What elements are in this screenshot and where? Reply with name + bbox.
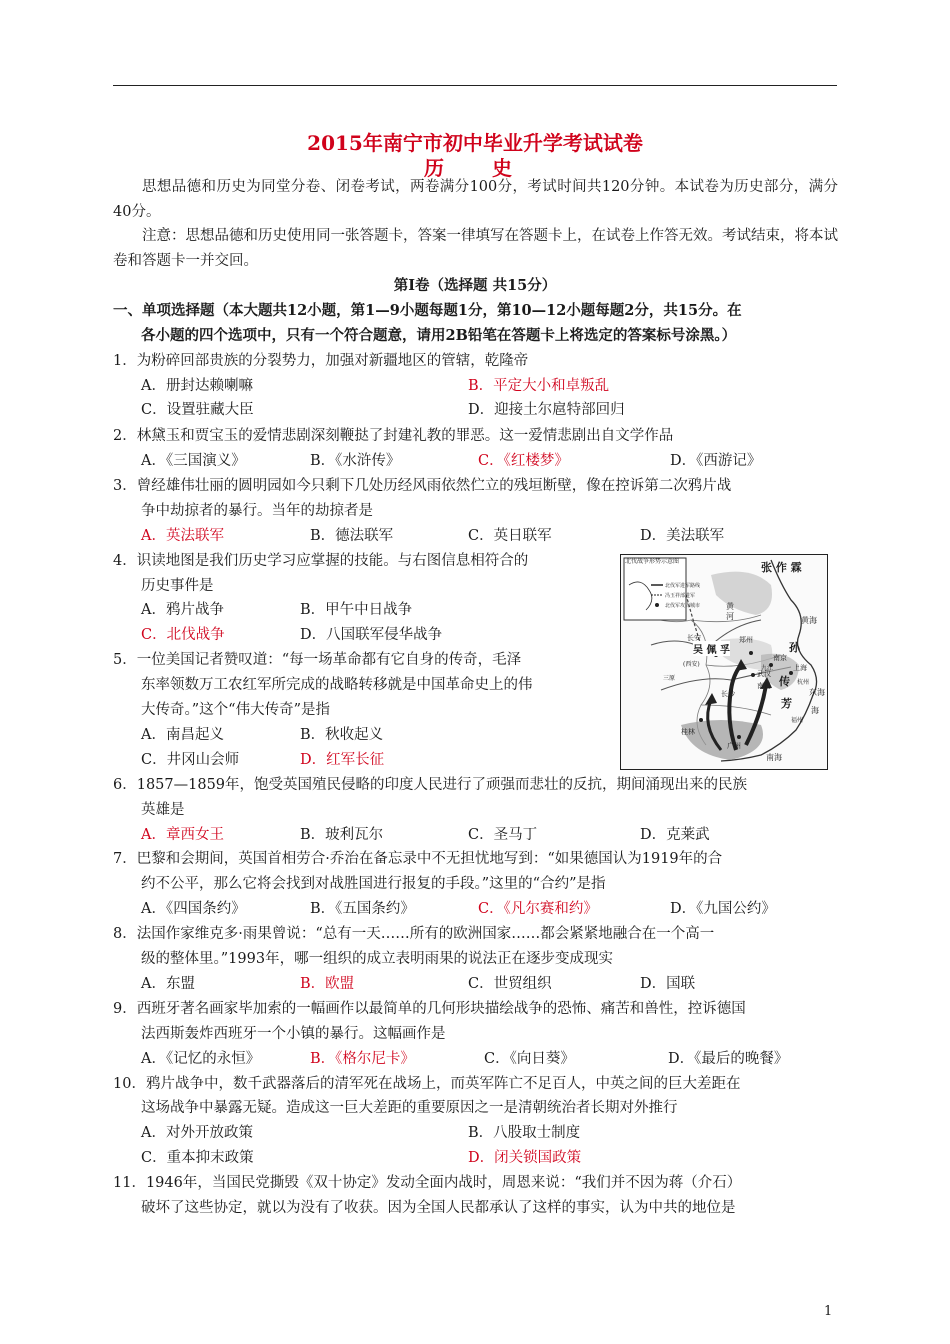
part-title-line2: 各小题的四个选项中，只有一个符合题意，请用2B铅笔在答题卡上将选定的答案标号涂黑。）	[141, 327, 737, 344]
map-legend-item-1: 北伐军进军路线	[665, 583, 701, 589]
q2-option-c: C．《红楼梦》	[478, 453, 569, 469]
q3-option-a: A．英法联军	[141, 528, 224, 544]
q8-option-d: D．国联	[640, 976, 696, 992]
map-label-donghai: 东海	[809, 688, 825, 697]
intro-paragraph: 思想品德和历史为同堂分卷、闭卷考试，两卷满分100分，考试时间共120分钟。本试卷为历史部分，满分40分。	[113, 179, 838, 220]
q11-stem-line1: 11．1946年，当国民党撕毁《双十协定》发动全面内战时，周恩来说：“我们并不因为蒋（介石）	[113, 1175, 742, 1191]
map-label-guangzhou: 广州	[727, 742, 741, 750]
q8-stem-line2: 级的整体里。”1993年，哪一组织的成立表明雨果的说法正在逐步变成现实	[141, 951, 614, 967]
header-rule	[113, 85, 837, 86]
q6-stem-line1: 6．1857—1859年，饱受英国殖民侵略的印度人民进行了顽强而悲壮的反抗，期间涌现出来的民族	[113, 777, 748, 793]
map-label-guilin: 桂林	[681, 728, 695, 736]
map-legend-item-2: 冯玉祥部进军	[665, 593, 696, 599]
q6-option-a: A．章西女王	[141, 827, 224, 843]
map-label-changsha: 长沙	[721, 690, 735, 698]
q4-option-d: D．八国联军侵华战争	[300, 627, 443, 643]
q6-stem-line2: 英雄是	[141, 802, 185, 818]
q8-stem-line1: 8．法国作家维克多·雨果曾说：“总有一天……所有的欧洲国家……都会紧紧地融合在一个高一	[113, 926, 715, 942]
q7-option-c: C．《凡尔赛和约》	[478, 901, 598, 917]
map-label-huanghai: 黄海	[801, 616, 817, 625]
q3-option-b: B．德法联军	[310, 528, 394, 544]
q4-stem-line2: 历史事件是	[141, 578, 214, 594]
q5-option-a: A．南昌起义	[141, 727, 224, 743]
q5-option-d: D．红军长征	[300, 752, 385, 768]
exam-subject: 历 史	[424, 156, 526, 180]
map-label-changan: 长安	[687, 634, 701, 642]
notice-paragraph: 注意：思想品德和历史使用同一张答题卡，答案一律填写在答题卡上，在试卷上作答无效。考试结束，将本试卷和答题卡一并交回。	[113, 228, 838, 269]
q10-option-d: D．闭关锁国政策	[468, 1150, 582, 1166]
q9-stem-line2: 法西斯轰炸西班牙一个小镇的暴行。这幅画作是	[141, 1026, 446, 1042]
exam-title: 2015年南宁市初中毕业升学考试试卷	[307, 131, 643, 155]
q5-stem-line1: 5．一位美国记者赞叹道：“每一场革命都有它自身的传奇，毛泽	[113, 652, 522, 668]
q7-option-b: B．《五国条约》	[310, 901, 415, 917]
map-label-wuhan: 武汉	[757, 670, 771, 678]
q5-stem-line2: 东率领数万工农红军所完成的战略转移就是中国革命史上的伟	[141, 677, 533, 693]
map-label-he: 河	[726, 612, 734, 621]
map-label-fuzhou: 福州	[791, 717, 804, 724]
map-drawing	[621, 555, 827, 769]
q4-option-a: A．鸦片战争	[141, 602, 224, 618]
map-label-wu: 吴 佩 孚	[693, 641, 730, 656]
q3-option-d: D．美法联军	[640, 528, 725, 544]
q1-option-b: B．平定大小和卓叛乱	[468, 378, 610, 394]
q3-option-c: C．英日联军	[468, 528, 552, 544]
map-label-hai: 海	[811, 706, 819, 715]
map-label-jiujiang: 九江	[761, 665, 774, 672]
q7-stem-line1: 7．巴黎和会期间，英国首相劳合·乔治在备忘录中不无担忧地写到：“如果德国认为1919年的合	[113, 851, 723, 867]
q6-option-b: B．玻利瓦尔	[300, 827, 384, 843]
q3-stem-line2: 争中劫掠者的暴行。当年的劫掠者是	[141, 503, 373, 519]
q3-stem-line1: 3．曾经雄伟壮丽的圆明园如今只剩下几处历经风雨依然伫立的残垣断壁，像在控诉第二次鸦片战	[113, 478, 732, 494]
q5-option-c: C．井冈山会师	[141, 752, 240, 768]
section-heading: 第Ⅰ卷（选择题 共15分）	[393, 277, 557, 294]
map-label-xian: (西安)	[683, 661, 700, 668]
q5-option-b: B．秋收起义	[300, 727, 384, 743]
q4-stem-line1: 4．识读地图是我们历史学习应掌握的技能。与右图信息相符合的	[113, 553, 529, 569]
map-label-nanhai: 南海	[766, 753, 782, 762]
q4-option-b: B．甲午中日战争	[300, 602, 413, 618]
q8-option-c: C．世贸组织	[468, 976, 552, 992]
q7-stem-line2: 约不公平，那么它将会找到对战胜国进行报复的手段。”这里的“合约”是指	[141, 876, 606, 892]
northern-expedition-map	[620, 554, 828, 770]
page-number: 1	[824, 1304, 833, 1319]
map-label-fang: 芳	[781, 697, 792, 710]
map-label-nanchang: 南昌	[757, 682, 771, 690]
q1-option-d: D．迎接土尔扈特部回归	[468, 402, 625, 418]
q10-stem-line1: 10．鸦片战争中，数千武器落后的清军死在战场上，而英军阵亡不足百人，中英之间的巨大差距在	[113, 1076, 741, 1092]
q2-option-b: B．《水浒传》	[310, 453, 401, 469]
q1-option-a: A．册封达赖喇嘛	[141, 378, 253, 394]
q8-option-a: A．东盟	[141, 976, 195, 992]
map-label-zhang: 张 作 霖	[761, 561, 802, 574]
q9-option-d: D．《最后的晚餐》	[668, 1051, 789, 1067]
q1-stem: 1．为粉碎回部贵族的分裂势力，加强对新疆地区的管辖，乾隆帝	[113, 353, 529, 369]
map-legend-title: 北伐战争形势示意图	[625, 558, 680, 565]
q5-stem-line3: 大传奇。”这个“伟大传奇”是指	[141, 702, 330, 718]
map-label-chuan: 传	[779, 675, 790, 688]
map-label-sun: 孙	[789, 641, 800, 654]
map-label-shanghai: 上海	[793, 664, 807, 672]
q10-stem-line2: 这场战争中暴露无疑。造成这一巨大差距的重要原因之一是清朝统治者长期对外推行	[141, 1100, 678, 1116]
q6-option-c: C．圣马丁	[468, 827, 538, 843]
q10-option-b: B．八股取士制度	[468, 1125, 581, 1141]
q2-option-d: D．《西游记》	[670, 453, 762, 469]
q2-option-a: A．《三国演义》	[141, 453, 246, 469]
map-legend-item-3: 北伐军攻占城市	[665, 603, 701, 609]
map-label-huanghe: 黄	[726, 602, 734, 611]
q9-option-b: B．《格尔尼卡》	[310, 1051, 415, 1067]
map-label-zhengzhou: 郑州	[739, 636, 753, 644]
q11-stem-line2: 破坏了这些协定，就以为没有了收获。因为全国人民都承认了这样的事实，认为中共的地位是	[141, 1200, 736, 1216]
part-title-line1: 一、单项选择题（本大题共12小题，第1—9小题每题1分，第10—12小题每题2分，共15分。在	[113, 302, 742, 319]
map-label-hangzhou: 杭州	[797, 679, 810, 686]
q9-option-c: C．《向日葵》	[484, 1051, 575, 1067]
q9-option-a: A．《记忆的永恒》	[141, 1051, 261, 1067]
q7-option-a: A．《四国条约》	[141, 901, 246, 917]
q10-option-c: C．重本抑末政策	[141, 1150, 254, 1166]
q4-option-c: C．北伐战争	[141, 627, 225, 643]
q8-option-b: B．欧盟	[300, 976, 355, 992]
map-label-sanyuan: 三原	[663, 675, 676, 682]
q7-option-d: D．《九国公约》	[670, 901, 776, 917]
q2-stem: 2．林黛玉和贾宝玉的爱情悲剧深刻鞭挞了封建礼教的罪恶。这一爱情悲剧出自文学作品	[113, 428, 674, 444]
q1-option-c: C．设置驻藏大臣	[141, 402, 254, 418]
q10-option-a: A．对外开放政策	[141, 1125, 253, 1141]
map-label-nanjing: 南京	[773, 654, 787, 662]
q9-stem-line1: 9．西班牙著名画家毕加索的一幅画作以最简单的几何形块描绘战争的恐怖、痛苦和兽性，控诉德国	[113, 1001, 746, 1017]
q6-option-d: D．克莱武	[640, 827, 710, 843]
